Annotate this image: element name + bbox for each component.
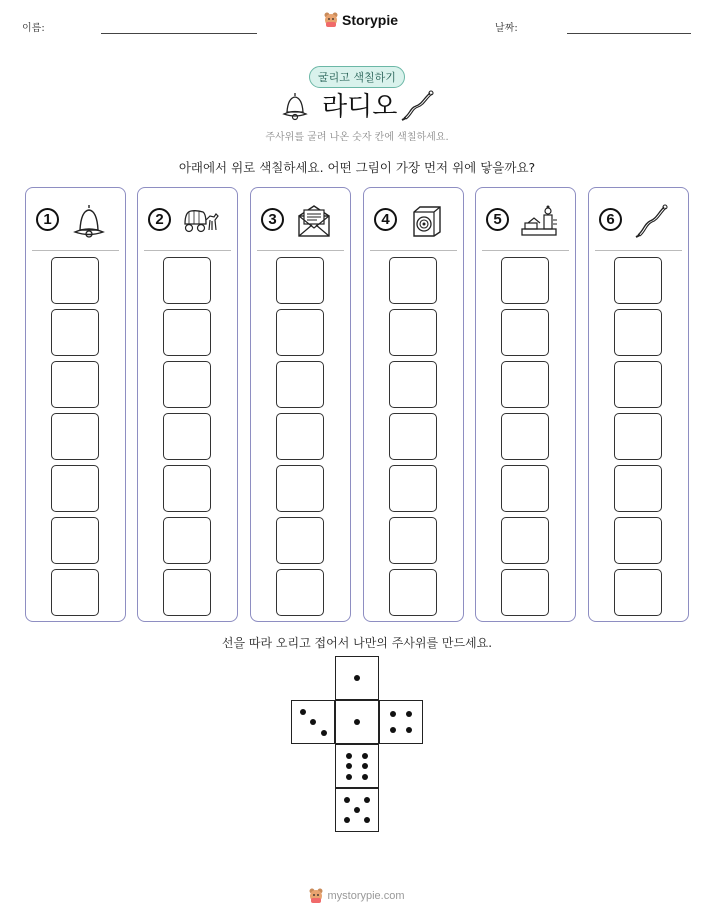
die-pip xyxy=(406,727,412,733)
color-cell[interactable] xyxy=(51,361,99,408)
column-header xyxy=(251,188,350,248)
track-column-6 xyxy=(588,187,689,622)
die-pip xyxy=(310,719,316,725)
activity-badge: 굴리고 색칠하기 xyxy=(309,66,405,88)
column-divider xyxy=(144,250,231,251)
color-cell[interactable] xyxy=(163,257,211,304)
color-cell[interactable] xyxy=(614,569,662,616)
color-cell[interactable] xyxy=(501,413,549,460)
die-pip xyxy=(321,730,327,736)
color-cell[interactable] xyxy=(614,517,662,564)
color-cell[interactable] xyxy=(614,465,662,512)
color-cell[interactable] xyxy=(389,569,437,616)
track-column-4 xyxy=(363,187,464,622)
color-cell[interactable] xyxy=(614,413,662,460)
die-pip xyxy=(406,711,412,717)
name-field[interactable] xyxy=(101,33,257,34)
color-cell[interactable] xyxy=(51,517,99,564)
track-column-2 xyxy=(137,187,238,622)
color-cell[interactable] xyxy=(501,309,549,356)
column-divider xyxy=(595,250,682,251)
storypie-bear-icon xyxy=(324,12,338,28)
color-cell[interactable] xyxy=(163,361,211,408)
color-cell[interactable] xyxy=(163,569,211,616)
column-number: 5 xyxy=(486,208,509,231)
track-column-5 xyxy=(475,187,576,622)
die-pip xyxy=(364,817,370,823)
name-label: 이름: xyxy=(22,23,45,34)
color-cell[interactable] xyxy=(51,569,99,616)
column-number: 3 xyxy=(261,208,284,231)
color-cell[interactable] xyxy=(276,465,324,512)
footer-url: mystorypie.com xyxy=(327,890,405,902)
antenna-icon xyxy=(633,202,671,240)
color-cell[interactable] xyxy=(276,361,324,408)
die-pip xyxy=(344,817,350,823)
color-cell[interactable] xyxy=(501,517,549,564)
color-cell[interactable] xyxy=(501,569,549,616)
die-face-3 xyxy=(291,700,335,744)
telegraph-icon xyxy=(520,202,558,240)
color-cell[interactable] xyxy=(51,257,99,304)
color-cell[interactable] xyxy=(276,309,324,356)
brand-logo xyxy=(324,12,398,28)
die-pip xyxy=(300,709,306,715)
subtitle: 주사위를 굴려 나온 숫자 칸에 색칠하세요. xyxy=(265,132,449,143)
envelope-icon xyxy=(295,202,333,240)
color-cell[interactable] xyxy=(614,309,662,356)
column-divider xyxy=(257,250,344,251)
die-pip xyxy=(354,719,360,725)
color-cell[interactable] xyxy=(51,465,99,512)
color-cell[interactable] xyxy=(501,361,549,408)
color-cell[interactable] xyxy=(389,361,437,408)
die-pip xyxy=(354,675,360,681)
column-divider xyxy=(370,250,457,251)
die-pip xyxy=(346,753,352,759)
color-cell[interactable] xyxy=(389,413,437,460)
column-header xyxy=(26,188,125,248)
bell-icon xyxy=(70,202,108,240)
die-face-1 xyxy=(335,700,379,744)
color-cell[interactable] xyxy=(163,309,211,356)
color-cell[interactable] xyxy=(389,257,437,304)
date-field[interactable] xyxy=(567,33,691,34)
die-face-5 xyxy=(335,788,379,832)
column-number: 2 xyxy=(148,208,171,231)
column-number: 4 xyxy=(374,208,397,231)
date-label: 날짜: xyxy=(495,23,518,34)
color-cell[interactable] xyxy=(614,361,662,408)
color-cell[interactable] xyxy=(389,465,437,512)
die-pip xyxy=(364,797,370,803)
column-divider xyxy=(482,250,569,251)
color-cell[interactable] xyxy=(163,413,211,460)
color-cell[interactable] xyxy=(276,257,324,304)
die-pip xyxy=(344,797,350,803)
die-face-4 xyxy=(379,700,423,744)
die-face-6 xyxy=(335,744,379,788)
die-pip xyxy=(346,763,352,769)
color-cell[interactable] xyxy=(51,413,99,460)
color-cell[interactable] xyxy=(276,413,324,460)
color-cell[interactable] xyxy=(389,309,437,356)
die-pip xyxy=(362,763,368,769)
color-cell[interactable] xyxy=(614,257,662,304)
column-number: 1 xyxy=(36,208,59,231)
die-pip xyxy=(346,774,352,780)
die-pip xyxy=(362,753,368,759)
column-header xyxy=(364,188,463,248)
color-cell[interactable] xyxy=(51,309,99,356)
color-cell[interactable] xyxy=(501,257,549,304)
die-pip xyxy=(362,774,368,780)
color-cell[interactable] xyxy=(276,517,324,564)
column-header xyxy=(138,188,237,248)
antenna-icon xyxy=(398,88,438,124)
column-number: 6 xyxy=(599,208,622,231)
column-header xyxy=(476,188,575,248)
cut-instruction: 선을 따라 오리고 접어서 나만의 주사위를 만드세요. xyxy=(221,636,493,650)
brand-name: Storypie xyxy=(342,12,399,28)
footer xyxy=(0,888,714,904)
column-header xyxy=(589,188,688,248)
instruction: 아래에서 위로 색칠하세요. 어떤 그림이 가장 먼저 위에 닿을까요? xyxy=(178,160,536,175)
storypie-bear-icon xyxy=(309,888,323,904)
color-cell[interactable] xyxy=(389,517,437,564)
covered-wagon-icon xyxy=(182,202,220,240)
color-cell[interactable] xyxy=(276,569,324,616)
color-cell[interactable] xyxy=(163,517,211,564)
track-column-3 xyxy=(250,187,351,622)
die-face-1 xyxy=(335,656,379,700)
speaker-icon xyxy=(408,202,446,240)
die-pip xyxy=(390,711,396,717)
column-divider xyxy=(32,250,119,251)
die-pip xyxy=(390,727,396,733)
bell-icon xyxy=(280,90,310,122)
die-pip xyxy=(354,807,360,813)
track-column-1 xyxy=(25,187,126,622)
page-title: 라디오 xyxy=(322,92,398,122)
color-cell[interactable] xyxy=(501,465,549,512)
color-cell[interactable] xyxy=(163,465,211,512)
